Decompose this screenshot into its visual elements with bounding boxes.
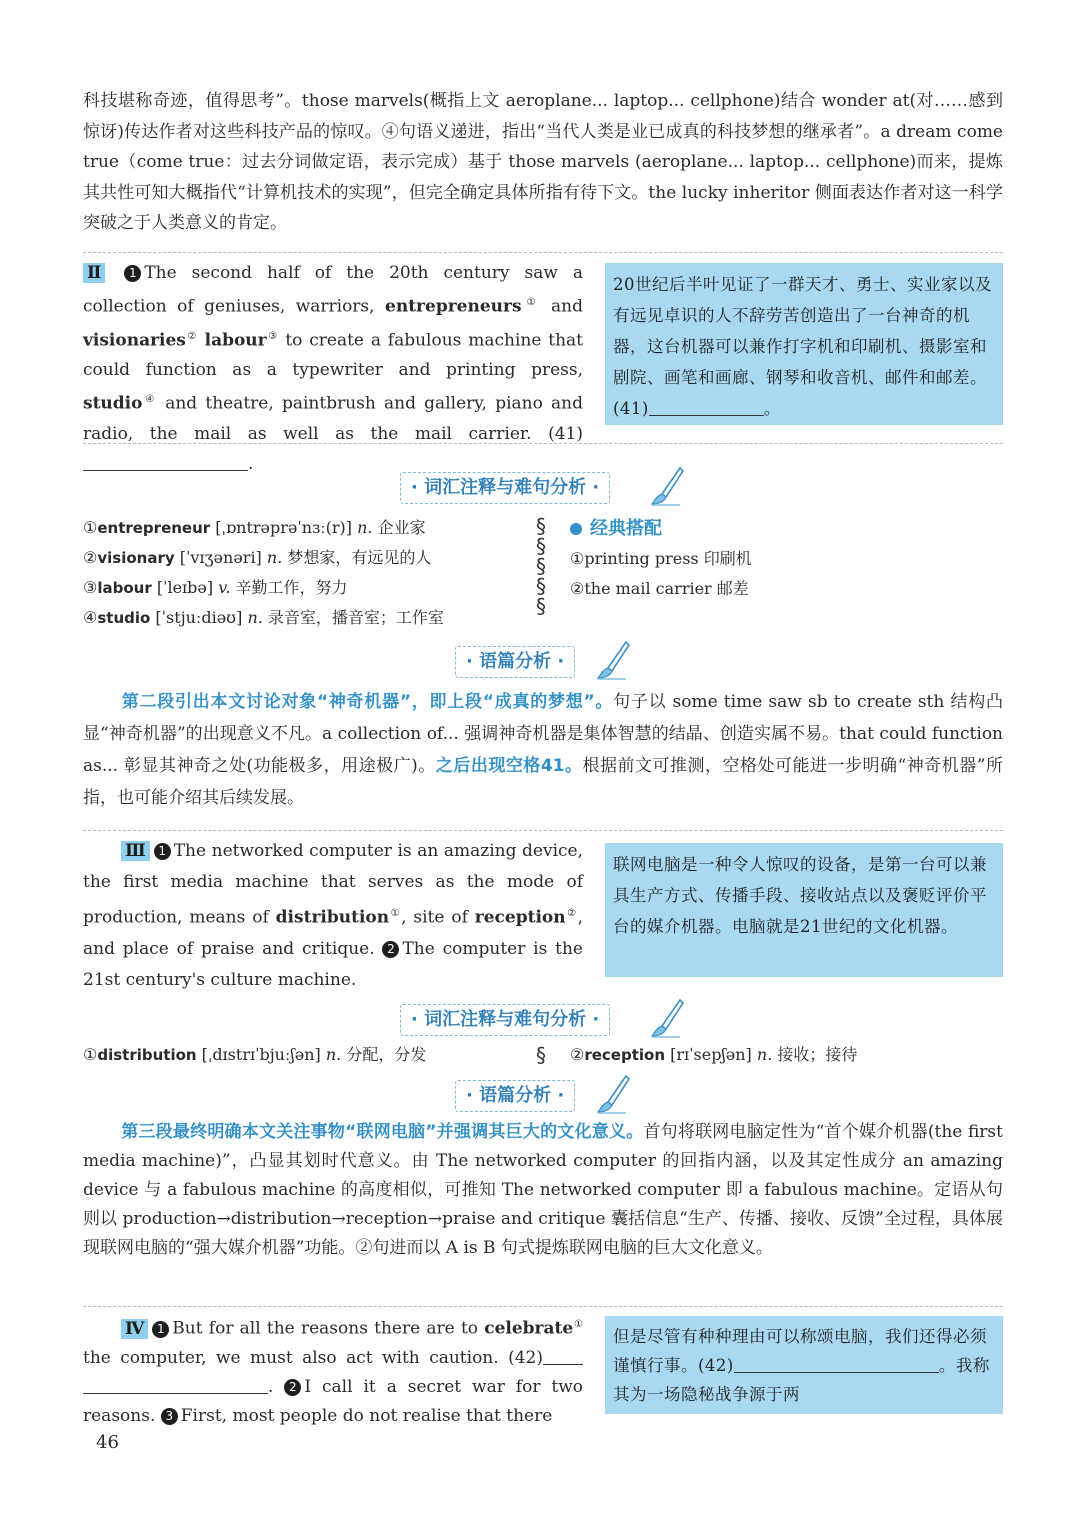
analysis-heading: · 语篇分析 · — [455, 646, 575, 678]
vocab-list — [83, 513, 444, 633]
vocab-heading: · 词汇注释与难句分析 · — [400, 472, 610, 504]
sentence-number: 3 — [161, 1408, 178, 1425]
divider — [83, 1306, 1003, 1307]
vocab-entry: ②reception [rɪˈsepʃən] n. 接收；接待 — [570, 1045, 858, 1064]
key-word: distribution — [275, 907, 390, 928]
key-word: visionaries — [83, 330, 186, 351]
answer-blank-41[interactable] — [83, 452, 248, 471]
answer-blank-42[interactable] — [543, 1346, 583, 1365]
analysis-paragraph-2: 第二段引出本文讨论对象“神奇机器”，即上段“成真的梦想”。句子以 some time saw sb to create sth 结构凸显“神奇机器”的出现意义不凡。a collection of... 强调神奇机器是集体智慧的结晶、创造实属不易。that could function as... 彰显其神奇之处(功能极多，用途极广)。之后出现空格41。根据前文可推测，空格处可能进一步明确“神奇机器”所指，也可能介绍其后续发展。 — [83, 692, 1003, 808]
translation-blank-42 — [734, 1354, 859, 1373]
section2-english: Ⅱ 1 The second half of the 20th century saw a collection of geniuses, warriors, entrepreneurs① and visionaries② labour③ to create a fabulous machine that could function as a typewriter and printing press, studio④ and theatre, paintbrush and gallery, piano and radio, the mail as well as the mail carrier. (41). — [83, 263, 584, 474]
section3-english: Ⅲ 1 The networked computer is an amazing device, the first media machine that serves as the mode of production, means of distribution①, site of reception②, and place of praise and critique. 2 The computer is the 21st century's culture machine. — [83, 841, 583, 990]
sentence-number: 1 — [154, 843, 171, 860]
key-word: entrepreneurs — [385, 296, 522, 317]
collocation-item: ①printing press 印刷机 — [570, 549, 752, 568]
brush-icon — [596, 1074, 632, 1114]
section2-translation: 20世纪后半叶见证了一群天才、勇士、实业家以及有远见卓识的人不辞劳苦创造出了一台神奇的机器，这台机器可以兼作打字机和印刷机、摄影室和剧院、画笔和画廊、钢琴和收音机、邮件和邮差。(41) 。 — [605, 263, 1003, 425]
analysis-paragraph-3: 第三段最终明确本文关注事物“联网电脑”并强调其巨大的文化意义。首句将联网电脑定性为“首个媒介机器(the first media machine)”，凸显其划时代意义。由 The networked computer 的回指内涵，以及其定性成分 an amazing device 与 a fabulous machine 的高度相似，可推知 The networked computer 即 a fabulous machine。定语从句则以 production→distribution→reception→praise and critique 囊括信息“生产、传播、接收、反馈”全过程，具体展现联网电脑的“强大媒介机器”功能。②句进而以 A is B 句式提炼联网电脑的巨大文化意义。 — [83, 1122, 1003, 1258]
divider — [83, 252, 1003, 253]
wavy-divider: § § § § § — [536, 514, 546, 618]
answer-blank-42-continued[interactable] — [83, 1375, 268, 1394]
divider — [83, 830, 1003, 831]
key-word: celebrate — [484, 1318, 574, 1339]
section-number: Ⅱ — [83, 263, 105, 283]
vocab-heading: · 词汇注释与难句分析 · — [400, 1004, 610, 1036]
section3-translation: 联网电脑是一种令人惊叹的设备，是第一台可以兼具生产方式、传播手段、接收站点以及褒贬评价平台的媒介机器。电脑就是21世纪的文化机器。 — [605, 843, 1003, 977]
brush-icon — [650, 466, 686, 506]
key-word: labour — [204, 330, 267, 351]
vocab-entry: ③labour [ˈleɪbə] v. 辛勤工作，努力 — [83, 578, 348, 597]
section4-english: Ⅳ 1 But for all the reasons there are to celebrate① the computer, we must also act with caution. (42). 2 I call it a secret war for two reasons. 3 First, most people do not realise that there — [83, 1318, 584, 1426]
vocab-entry: ①entrepreneur [ˌɒntrəprəˈnɜː(r)] n. 企业家 — [83, 518, 426, 537]
wavy-divider: § — [536, 1043, 546, 1067]
sentence-number: 1 — [124, 265, 141, 282]
vocab-entry: ②visionary [ˈvɪʒənəri] n. 梦想家，有远见的人 — [83, 548, 432, 567]
key-word: studio — [83, 393, 143, 414]
vocab-entry: ①distribution [ˌdɪstrɪˈbjuːʃən] n. 分配，分发 — [83, 1045, 427, 1064]
analysis-heading: · 语篇分析 · — [455, 1080, 575, 1112]
collocation-item: ②the mail carrier 邮差 — [570, 579, 749, 598]
sentence-number: 2 — [382, 941, 399, 958]
sentence-number: 1 — [152, 1321, 169, 1338]
brush-icon — [650, 998, 686, 1038]
divider — [83, 443, 1003, 444]
page-number: 46 — [96, 1432, 119, 1453]
section-number: Ⅲ — [121, 841, 150, 861]
brush-icon — [596, 640, 632, 680]
section4-translation: 但是尽管有种种理由可以称颂电脑，我们还得必须谨慎行事。(42) 。我称其为一场隐秘战争源于两 — [605, 1316, 1003, 1414]
bullet-icon — [570, 523, 582, 535]
translation-blank-42-continued — [859, 1354, 939, 1373]
translation-blank-41 — [649, 397, 764, 416]
key-word: reception — [474, 907, 566, 928]
collocation-title: 经典搭配 — [570, 514, 752, 544]
section-number: Ⅳ — [121, 1319, 148, 1339]
collocation-box — [570, 514, 752, 604]
sentence-number: 2 — [284, 1379, 301, 1396]
vocab-entry: ④studio [ˈstjuːdiəʊ] n. 录音室，播音室；工作室 — [83, 608, 444, 627]
intro-paragraph: 科技堪称奇迹，值得思考”。those marvels(概指上文 aeroplane... laptop... cellphone)结合 wonder at(对……感到惊讶)传达作者对这些科技产品的惊叹。④句语义递进，指出“当代人类是业已成真的科技梦想的继承者”。a dream come true（come true：过去分词做定语，表示完成）基于 those marvels (aeroplane... laptop... cellphone)而来，提炼其共性可知大概指代“计算机技术的实现”，但完全确定具体所指有待下文。the lucky inheritor 侧面表达作者对这一科学突破之于人类意义的肯定。 — [83, 91, 1003, 233]
